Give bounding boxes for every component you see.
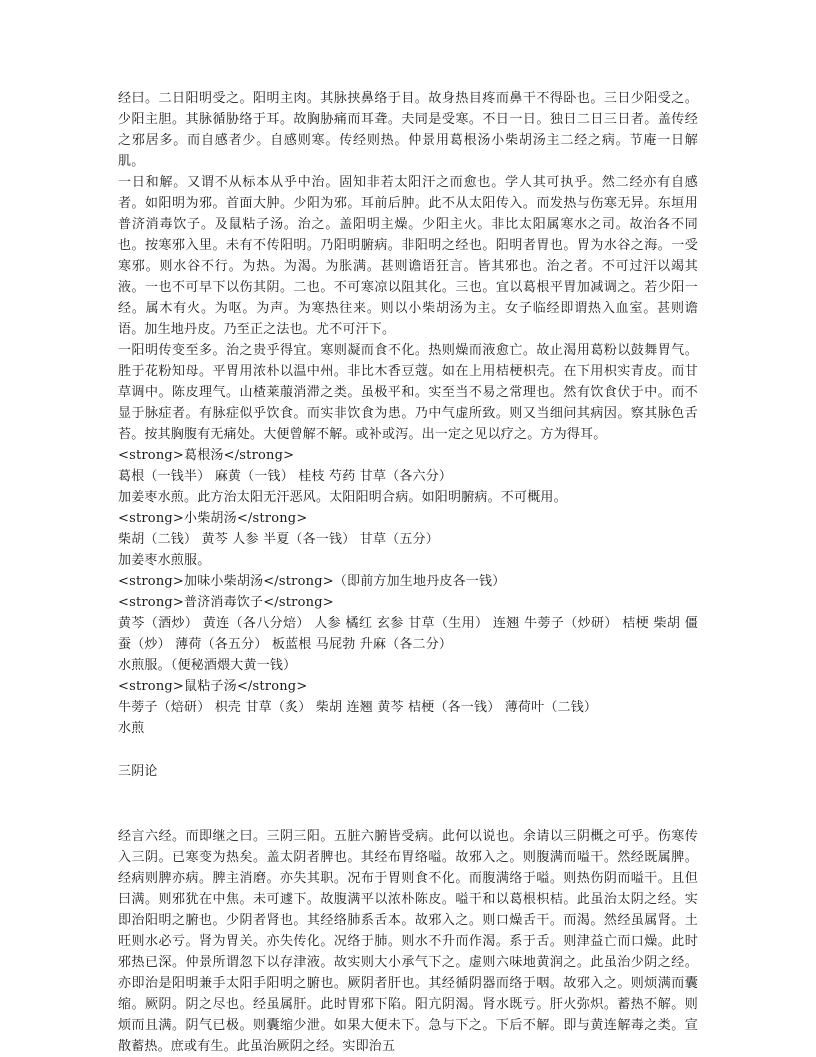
formula-title-puji-xiaodu-yin: <strong>普济消毒饮子</strong> [118, 595, 334, 610]
paragraph-treatment-principles: 一日和解。又谓不从标本从乎中治。固知非若太阳汗之而愈也。学人其可执乎。然二经亦有自感者。如阳明为邪。首面大肿。少阳为邪。耳前后肿。此不从太阳传入。而发热与伤寒无异。东垣用普济消毒饮子。及鼠粘子汤。治之。盖阳明主燥。少阳主火。非比太阳属寒水之司。故治各不同也。按寒邪入里。未有不传阳明。乃阳明腑病。非阳明之经也。阳明者胃也。胃为水谷之海。一受寒邪。则水谷不行。为热。为渴。为胀满。甚则谵语狂言。皆其邪也。治之者。不可过汗以竭其液。一也不可早下以伤其阴。二也。不可寒凉以阻其化。三也。宜以葛根平胃加减调之。若少阳一经。属木有火。为呕。为声。为寒热往来。则以小柴胡汤为主。女子临经即谓热入血室。甚则谵语。加生地丹皮。乃至正之法也。尤不可汗下。 [118, 175, 698, 337]
section-heading-sanyin-lun: 三阴论 [118, 764, 158, 779]
formula-ingredients-shunianzi-tang: 牛蒡子（焙研） 枳壳 甘草（炙） 柴胡 连翘 黄芩 桔梗（各一钱） 薄荷叶（二钱） [118, 700, 598, 715]
formula-note-xiaochaihu-tang: 加姜枣水煎服。 [118, 553, 211, 568]
formula-note-shunianzi-tang: 水煎 [118, 721, 145, 736]
formula-note-puji-xiaodu-yin: 水煎服。（便秘酒煨大黄一钱） [118, 658, 297, 673]
paragraph-yangming-transformation: 一阳明传变至多。治之贵乎得宜。寒则凝而食不化。热则燥而液愈亡。故止渴用葛粉以鼓舞胃气。胜于花粉知母。平胃用浓朴以温中州。非比木香豆蔻。如在上用桔梗枳壳。在下用枳实青皮。而甘草调中。陈皮理气。山楂莱菔消滞之类。虽极平和。实至当不易之常理也。然有饮食伏于中。而不显于脉症者。有脉症似乎饮食。而实非饮食为患。乃中气虚所致。则又当细问其病因。察其脉色舌苔。按其胸腹有无痛处。大便曾解不解。或补或泻。出一定之见以疗之。方为得耳。 [118, 343, 698, 442]
paragraph-three-yin: 经言六经。而即继之曰。三阴三阳。五脏六腑皆受病。此何以说也。余请以三阴概之可乎。伤寒传入三阴。已寒变为热矣。盖太阴者脾也。其经布胃络嗌。故邪入之。则腹满而嗌干。然经既属脾。经病则脾亦病。脾主消磨。亦失其职。况布于胃则食不化。而腹满络于嗌。则热伤阴而嗌干。且但曰满。则邪犹在中焦。未可遽下。故腹满平以浓朴陈皮。嗌干和以葛根枳桔。此虽治太阴之经。实即治阳明之腑也。少阴者肾也。其经络肺系舌本。故邪入之。则口燥舌干。而渴。然经虽属肾。土旺则水必亏。肾为胃关。亦失传化。况络于肺。则水不升而作渴。系于舌。则津益亡而口燥。此时邪热已深。仲景所谓忽下以存津液。故实则大小承气下之。虚则六味地黄润之。此虽治少阴之经。亦即治是阳明兼手太阳手阳明之腑也。厥阴者肝也。其经循阴器而络于咽。故邪入之。则烦满而囊缩。厥阴。阴之尽也。经虽属肝。此时胃邪下陷。阳亢阴渴。肾水既亏。肝火弥炽。蓄热不解。则烦而且满。阴气已极。则囊缩少泄。如果大便未下。急与下之。下后不解。即与黄连解毒之类。宣散蓄热。庶或有生。此虽治厥阴之经。实即治五 [118, 829, 698, 1054]
formula-title-gegen-tang: <strong>葛根汤</strong> [118, 448, 295, 463]
formula-title-xiaochaihu-tang: <strong>小柴胡汤</strong> [118, 511, 308, 526]
formula-ingredients-gegen-tang: 葛根（一钱半） 麻黄（一钱） 桂枝 芍药 甘草（各六分） [118, 469, 453, 484]
formula-ingredients-puji-xiaodu-yin: 黄芩（酒炒） 黄连（各八分焙） 人参 橘红 玄参 甘草（生用） 连翘 牛蒡子（炒研） 桔梗 柴胡 僵蚕（炒） 薄荷（各五分） 板蓝根 马屁勃 升麻（各二分） [118, 616, 698, 652]
document-page [118, 88, 698, 1057]
formula-note-gegen-tang: 加姜枣水煎。此方治太阳无汗恶风。太阳阳明合病。如阳明腑病。不可概用。 [118, 490, 567, 505]
formula-title-jiawei-xiaochaihu-tang: <strong>加味小柴胡汤</strong>（即前方加生地丹皮各一钱） [118, 574, 506, 589]
paragraph-yangming-shaoyang: 经曰。二日阳明受之。阳明主肉。其脉挟鼻络于目。故身热目疼而鼻干不得卧也。三日少阳受之。少阳主胆。其脉循胁络于耳。故胸胁痛而耳聋。夫同是受寒。不日一日。独日二日三日者。盖传经之邪居多。而自感者少。自感则寒。传经则热。仲景用葛根汤小柴胡汤主二经之病。节庵一日解肌。 [118, 91, 698, 169]
formula-ingredients-xiaochaihu-tang: 柴胡（二钱） 黄芩 人参 半夏（各一钱） 甘草（五分） [118, 532, 439, 547]
formula-title-shunianzi-tang: <strong>鼠粘子汤</strong> [118, 679, 308, 694]
